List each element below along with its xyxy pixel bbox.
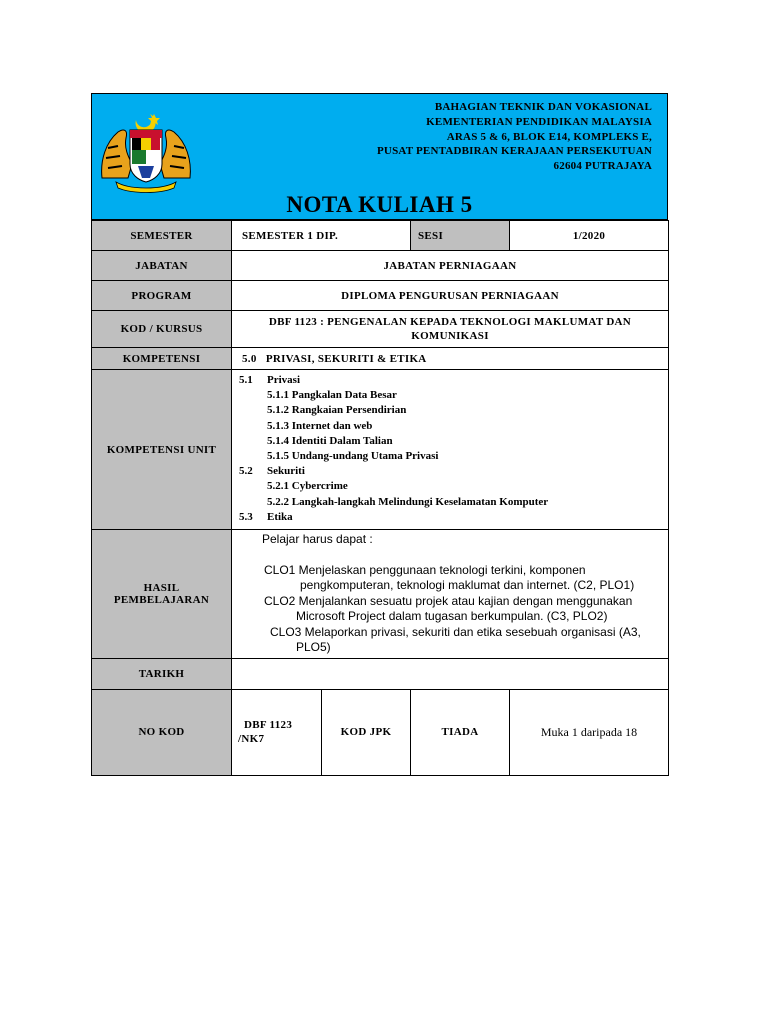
- nokod-line: DBF 1123: [244, 719, 293, 731]
- nokod-label: NO KOD: [92, 689, 232, 775]
- hasil-content: [232, 530, 669, 659]
- kompetensi-row: [92, 348, 669, 370]
- nota-kuliah-document: [91, 93, 668, 776]
- tarikh-label: TARIKH: [92, 658, 232, 689]
- hasil-label-line: HASIL: [143, 581, 180, 594]
- clo1-cont: pengkomputeran, teknologi maklumat dan internet. (C2, PLO1): [300, 578, 635, 592]
- sesi-value: 1/2020: [510, 221, 669, 251]
- kod-jpk-label: KOD JPK: [322, 689, 411, 775]
- page-count: Muka 1 daripada 18: [510, 689, 669, 775]
- nokod-value: [232, 689, 322, 775]
- unit-item: 5.1.4 Identiti Dalam Talian: [267, 434, 393, 447]
- address-line: ARAS 5 & 6, BLOK E14, KOMPLEKS E,: [446, 130, 652, 143]
- kompetensi-number: 5.0: [242, 352, 257, 365]
- kompetensi-label: KOMPETENSI: [92, 348, 232, 370]
- unit-item: 5.1.5 Undang-undang Utama Privasi: [267, 450, 439, 463]
- clo2-cont: Microsoft Project dalam tugasan berkumpulan. (C3, PLO2): [296, 609, 608, 623]
- clo3: CLO3 Melaporkan privasi, sekuriti dan etika sesebuah organisasi (A3,: [270, 624, 641, 639]
- course-info-table: [91, 220, 669, 776]
- jabatan-value: JABATAN PERNIAGAAN: [232, 251, 669, 281]
- header-banner: [91, 93, 668, 220]
- tarikh-value: [232, 658, 669, 689]
- unit-item: 5.1.3 Internet dan web: [267, 419, 373, 432]
- address-line: KEMENTERIAN PENDIDIKAN MALAYSIA: [426, 115, 652, 128]
- kursus-label: KOD / KURSUS: [92, 311, 232, 348]
- nokod-row: [92, 689, 669, 775]
- hasil-row: [92, 530, 669, 659]
- address-line: 62604 PUTRAJAYA: [553, 160, 652, 173]
- clo1: CLO1 Menjelaskan penggunaan teknologi terkini, komponen: [264, 562, 586, 577]
- program-value: DIPLOMA PENGURUSAN PERNIAGAAN: [232, 281, 669, 311]
- unit-item: 5.2 Sekuriti: [239, 465, 305, 478]
- sesi-label: SESI: [411, 221, 510, 251]
- hasil-label-line: PEMBELAJARAN: [113, 593, 210, 606]
- document-title: NOTA KULIAH 5: [286, 192, 473, 217]
- unit-item: 5.1.1 Pangkalan Data Besar: [267, 389, 397, 402]
- clo2: CLO2 Menjalankan sesuatu projek atau kajian dengan menggunakan: [264, 593, 633, 608]
- kod-jpk-value: TIADA: [411, 689, 510, 775]
- kompetensi-unit-label: KOMPETENSI UNIT: [92, 370, 232, 530]
- ministry-address: [322, 100, 652, 174]
- kursus-line: KOMUNIKASI: [411, 330, 489, 342]
- jabatan-row: [92, 251, 669, 281]
- kompetensi-value: [232, 348, 669, 370]
- nokod-line: /NK7: [238, 733, 265, 745]
- semester-row: [92, 221, 669, 251]
- semester-label: SEMESTER: [92, 221, 232, 251]
- kursus-line: DBF 1123 : PENGENALAN KEPADA TEKNOLOGI MAKLUMAT DAN: [268, 316, 632, 328]
- unit-item: 5.1 Privasi: [239, 374, 300, 386]
- kursus-value: [232, 311, 669, 348]
- program-label: PROGRAM: [92, 281, 232, 311]
- coat-of-arms-icon: [98, 108, 194, 194]
- program-row: [92, 281, 669, 311]
- semester-value: SEMESTER 1 DIP.: [232, 221, 411, 251]
- unit-item: 5.3 Etika: [239, 510, 293, 523]
- unit-item: 5.2.2 Langkah-langkah Melindungi Keselamatan Komputer: [267, 495, 549, 508]
- kompetensi-text: PRIVASI, SEKURITI & ETIKA: [265, 352, 427, 365]
- unit-item: 5.1.2 Rangkaian Persendirian: [267, 404, 407, 417]
- kursus-row: [92, 311, 669, 348]
- kompetensi-unit-list: [232, 370, 669, 530]
- kompetensi-unit-row: [92, 370, 669, 530]
- jabatan-label: JABATAN: [92, 251, 232, 281]
- hasil-intro: Pelajar harus dapat :: [262, 532, 373, 546]
- address-line: PUSAT PENTADBIRAN KERAJAAN PERSEKUTUAN: [377, 145, 652, 158]
- tarikh-row: [92, 658, 669, 689]
- hasil-label: [92, 530, 232, 659]
- address-line: BAHAGIAN TEKNIK DAN VOKASIONAL: [434, 101, 652, 113]
- clo3-cont: PLO5): [296, 640, 331, 654]
- unit-item: 5.2.1 Cybercrime: [267, 480, 348, 493]
